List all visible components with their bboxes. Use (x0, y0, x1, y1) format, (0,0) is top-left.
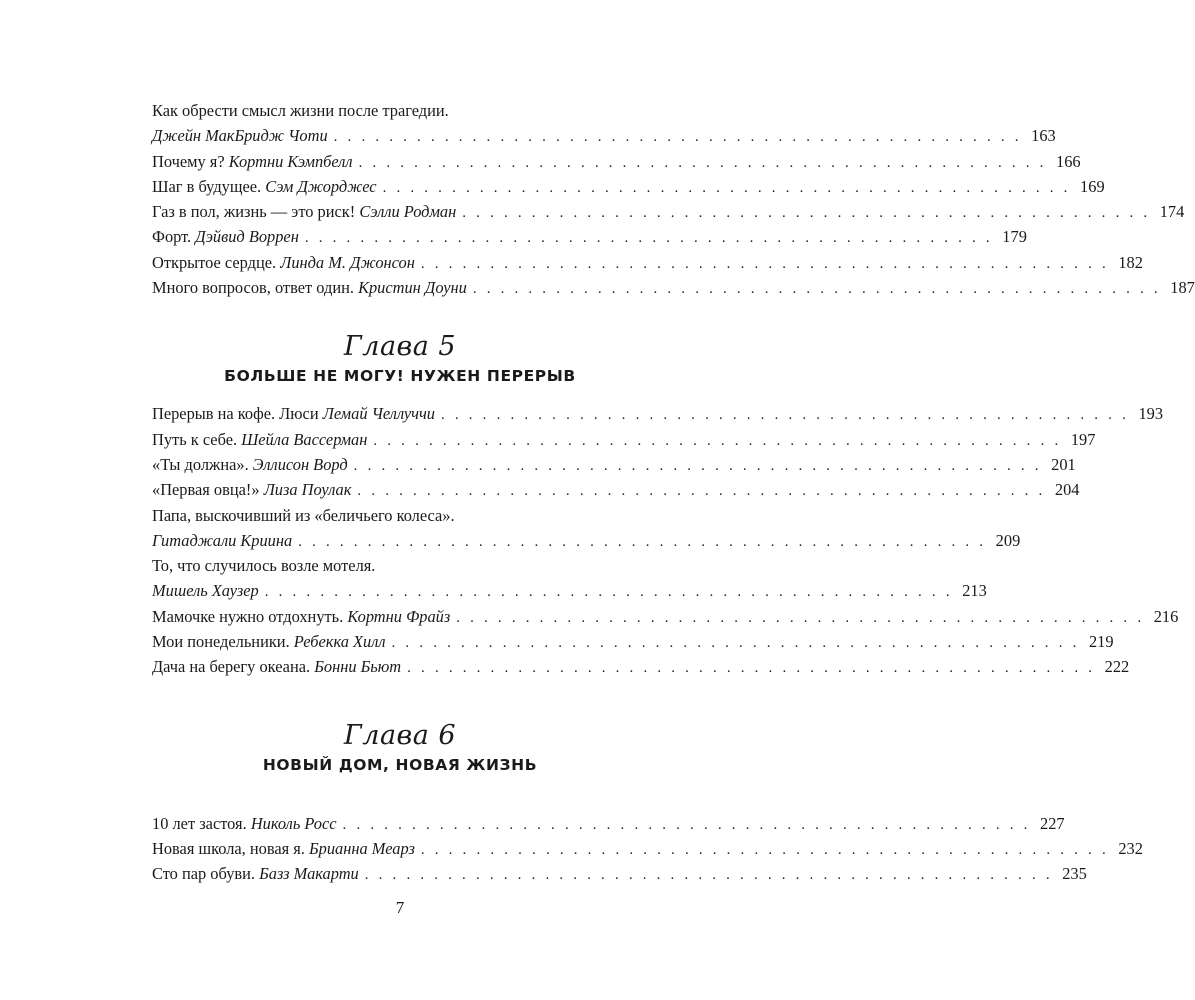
entry-author: Брианна Меарз (309, 838, 415, 858)
toc-title-line: Как обрести смысл жизни после трагедии. (152, 101, 449, 120)
entry-title (152, 531, 292, 551)
dot-leader: . . . . . . . . . . . . . . . . . . . . . . . . . . . . . . . . . . . . . . . . . . . . . . . . . . (353, 457, 1042, 474)
entry-author: Эллисон Ворд (252, 454, 348, 474)
entry-title-text: Шаг в будущее. (152, 176, 262, 196)
entry-page-number: 216 (1153, 606, 1179, 626)
entry-title-text: Форт. (152, 227, 192, 247)
dot-leader: . . . . . . . . . . . . . . . . . . . . . . . . . . . . . . . . . . . . . . . . . . . . . . . . . . (472, 281, 1161, 298)
entry-page-number: 201 (1051, 454, 1076, 474)
entry-title (152, 152, 353, 172)
entry-title (152, 657, 401, 677)
entry-title (152, 278, 467, 298)
entry-author: Сэм Джорджес (265, 176, 377, 196)
entry-page-number: 209 (995, 530, 1021, 550)
toc-entry (152, 126, 1056, 151)
entry-title-text: Путь к себе. (152, 429, 238, 449)
entry-title (152, 864, 359, 884)
entry-title (152, 227, 299, 247)
toc-entry (152, 838, 1143, 864)
entry-page-number: 219 (1088, 632, 1114, 652)
toc-entry (152, 657, 1130, 682)
entry-title (152, 253, 415, 273)
entry-author: Джейн МакБридж Чоти (152, 126, 328, 146)
dot-leader: . . . . . . . . . . . . . . . . . . . . . . . . . . . . . . . . . . . . . . . . . . . . . . . . . . (298, 533, 987, 550)
dot-leader: . . . . . . . . . . . . . . . . . . . . . . . . . . . . . . . . . . . . . . . . . . . . . . . . . . (407, 660, 1096, 677)
dot-leader: . . . . . . . . . . . . . . . . . . . . . . . . . . . . . . . . . . . . . . . . . . . . . . . . . . (342, 816, 1031, 833)
entry-page-number: 169 (1080, 176, 1105, 196)
entry-title (152, 455, 348, 475)
entry-page-number: 187 (1170, 278, 1195, 298)
dot-leader: . . . . . . . . . . . . . . . . . . . . . . . . . . . . . . . . . . . . . . . . . . . . . . . . . . (333, 129, 1022, 146)
entry-author: Николь Росс (250, 813, 337, 833)
entry-page-number: 222 (1104, 657, 1130, 677)
chapter-heading: Глава 5 (343, 331, 457, 363)
entry-author: Лиза Поулак (263, 480, 352, 500)
toc-entry (152, 632, 1114, 657)
dot-leader: . . . . . . . . . . . . . . . . . . . . . . . . . . . . . . . . . . . . . . . . . . . . . . . . . . (462, 205, 1151, 222)
entry-author: Шейла Вассерман (241, 429, 368, 449)
entry-title (152, 480, 351, 500)
entry-author: Кортни Кэмпбелл (228, 151, 353, 171)
entry-page-number: 204 (1054, 480, 1080, 500)
dot-leader: . . . . . . . . . . . . . . . . . . . . . . . . . . . . . . . . . . . . . . . . . . . . . . . . . . (357, 483, 1046, 500)
entry-title-text: 10 лет застоя. (152, 813, 247, 833)
entry-page-number: 193 (1138, 404, 1164, 424)
entry-author: Ребекка Хилл (293, 632, 386, 652)
toc-title-line: То, что случилось возле мотеля. (152, 556, 376, 576)
entry-title-text: Дача на берегу океана. (152, 657, 311, 677)
entry-author: Мишель Хаузер (152, 581, 259, 601)
entry-title (152, 404, 435, 424)
dot-leader: . . . . . . . . . . . . . . . . . . . . . . . . . . . . . . . . . . . . . . . . . . . . . . . . . . (358, 154, 1047, 171)
entry-title-text: Газ в пол, жизнь — это риск! (152, 202, 356, 222)
entry-author: Кортни Фрайз (347, 606, 451, 626)
toc-entry (152, 151, 1081, 177)
toc-entry (152, 176, 1105, 202)
entry-title (152, 839, 415, 859)
entry-title (152, 430, 367, 450)
entry-author: Кристин Доуни (358, 278, 467, 298)
entry-author: Линда М. Джонсон (280, 252, 415, 272)
entry-title-text: Новая школа, новая я. (152, 838, 305, 858)
entry-title (152, 202, 456, 222)
toc-entry (152, 606, 1179, 632)
entry-title-text: Много вопросов, ответ один. (152, 278, 354, 298)
dot-leader: . . . . . . . . . . . . . . . . . . . . . . . . . . . . . . . . . . . . . . . . . . . . . . . . . . (440, 407, 1130, 424)
dot-leader: . . . . . . . . . . . . . . . . . . . . . . . . . . . . . . . . . . . . . . . . . . . . . . . . . . (456, 609, 1145, 626)
chapter-header (0, 719, 800, 777)
table-of-contents (152, 101, 1195, 890)
entry-author: Бонни Бьют (314, 657, 402, 677)
entry-author: Дэйвид Воррен (195, 227, 299, 247)
dot-leader: . . . . . . . . . . . . . . . . . . . . . . . . . . . . . . . . . . . . . . . . . . . . . . . . . . (264, 584, 953, 601)
entry-author: Базз Макарти (259, 864, 359, 884)
entry-title-text: Мамочке нужно отдохнуть. (152, 606, 344, 626)
toc-entry (152, 252, 1143, 278)
entry-author: Гитаджали Криина (152, 530, 293, 550)
toc-entry (152, 480, 1080, 505)
entry-page-number: 182 (1118, 252, 1143, 272)
entry-title-text: Сто пар обуви. (152, 864, 256, 884)
chapter-subtitle: НОВЫЙ ДОМ, НОВАЯ ЖИЗНЬ (262, 755, 538, 774)
entry-page-number: 213 (962, 581, 987, 601)
dot-leader: . . . . . . . . . . . . . . . . . . . . . . . . . . . . . . . . . . . . . . . . . . . . . . . . . . (373, 432, 1062, 449)
toc-entry (152, 227, 1027, 252)
entry-title (152, 177, 377, 197)
entry-title (152, 814, 337, 834)
page-number: 7 (395, 898, 405, 917)
dot-leader: . . . . . . . . . . . . . . . . . . . . . . . . . . . . . . . . . . . . . . . . . . . . . . . . . . (420, 255, 1109, 272)
dot-leader: . . . . . . . . . . . . . . . . . . . . . . . . . . . . . . . . . . . . . . . . . . . . . . . . . . (382, 179, 1071, 196)
toc-entry (152, 813, 1065, 839)
chapter-header (0, 330, 800, 388)
entry-title (152, 581, 259, 601)
chapter-subtitle: БОЛЬШЕ НЕ МОГУ! НУЖЕН ПЕРЕРЫВ (224, 367, 576, 386)
entry-title-text: Почему я? (152, 151, 225, 171)
dot-leader: . . . . . . . . . . . . . . . . . . . . . . . . . . . . . . . . . . . . . . . . . . . . . . . . . . (304, 230, 993, 247)
toc-entry (152, 581, 987, 606)
dot-leader: . . . . . . . . . . . . . . . . . . . . . . . . . . . . . . . . . . . . . . . . . . . . . . . . . . (420, 841, 1109, 858)
chapter-heading: Глава 6 (343, 719, 457, 751)
entry-title (152, 632, 386, 652)
entry-page-number: 232 (1118, 838, 1143, 858)
entry-title-text: Перерыв на кофе. Люси (152, 404, 319, 424)
entry-title-text: Мои понедельники. (152, 632, 290, 652)
entry-author: Сэлли Родман (359, 202, 457, 222)
entry-page-number: 227 (1040, 813, 1065, 833)
toc-entry (152, 864, 1087, 889)
entry-page-number: 163 (1031, 126, 1056, 146)
entry-page-number: 197 (1070, 429, 1096, 449)
entry-page-number: 166 (1056, 151, 1081, 171)
entry-title-text: «Первая овца!» (152, 480, 260, 500)
entry-page-number: 174 (1159, 202, 1185, 222)
toc-entry (152, 404, 1164, 429)
toc-entry (152, 278, 1195, 303)
entry-page-number: 235 (1062, 864, 1087, 884)
entry-author: Лемай Челлуччи (322, 404, 435, 424)
entry-title (152, 126, 328, 146)
entry-title-text: «Ты должна». (152, 454, 249, 474)
toc-entry (152, 530, 1021, 556)
toc-entry (152, 202, 1185, 227)
toc-title-line: Папа, выскочивший из «беличьего колеса». (152, 505, 455, 525)
toc-entry (152, 454, 1076, 480)
entry-title-text: Открытое сердце. (152, 252, 277, 272)
entry-title (152, 607, 450, 627)
toc-entry (152, 429, 1096, 455)
dot-leader: . . . . . . . . . . . . . . . . . . . . . . . . . . . . . . . . . . . . . . . . . . . . . . . . . . (364, 867, 1053, 884)
dot-leader: . . . . . . . . . . . . . . . . . . . . . . . . . . . . . . . . . . . . . . . . . . . . . . . . . . (391, 635, 1080, 652)
entry-page-number: 179 (1002, 227, 1027, 247)
